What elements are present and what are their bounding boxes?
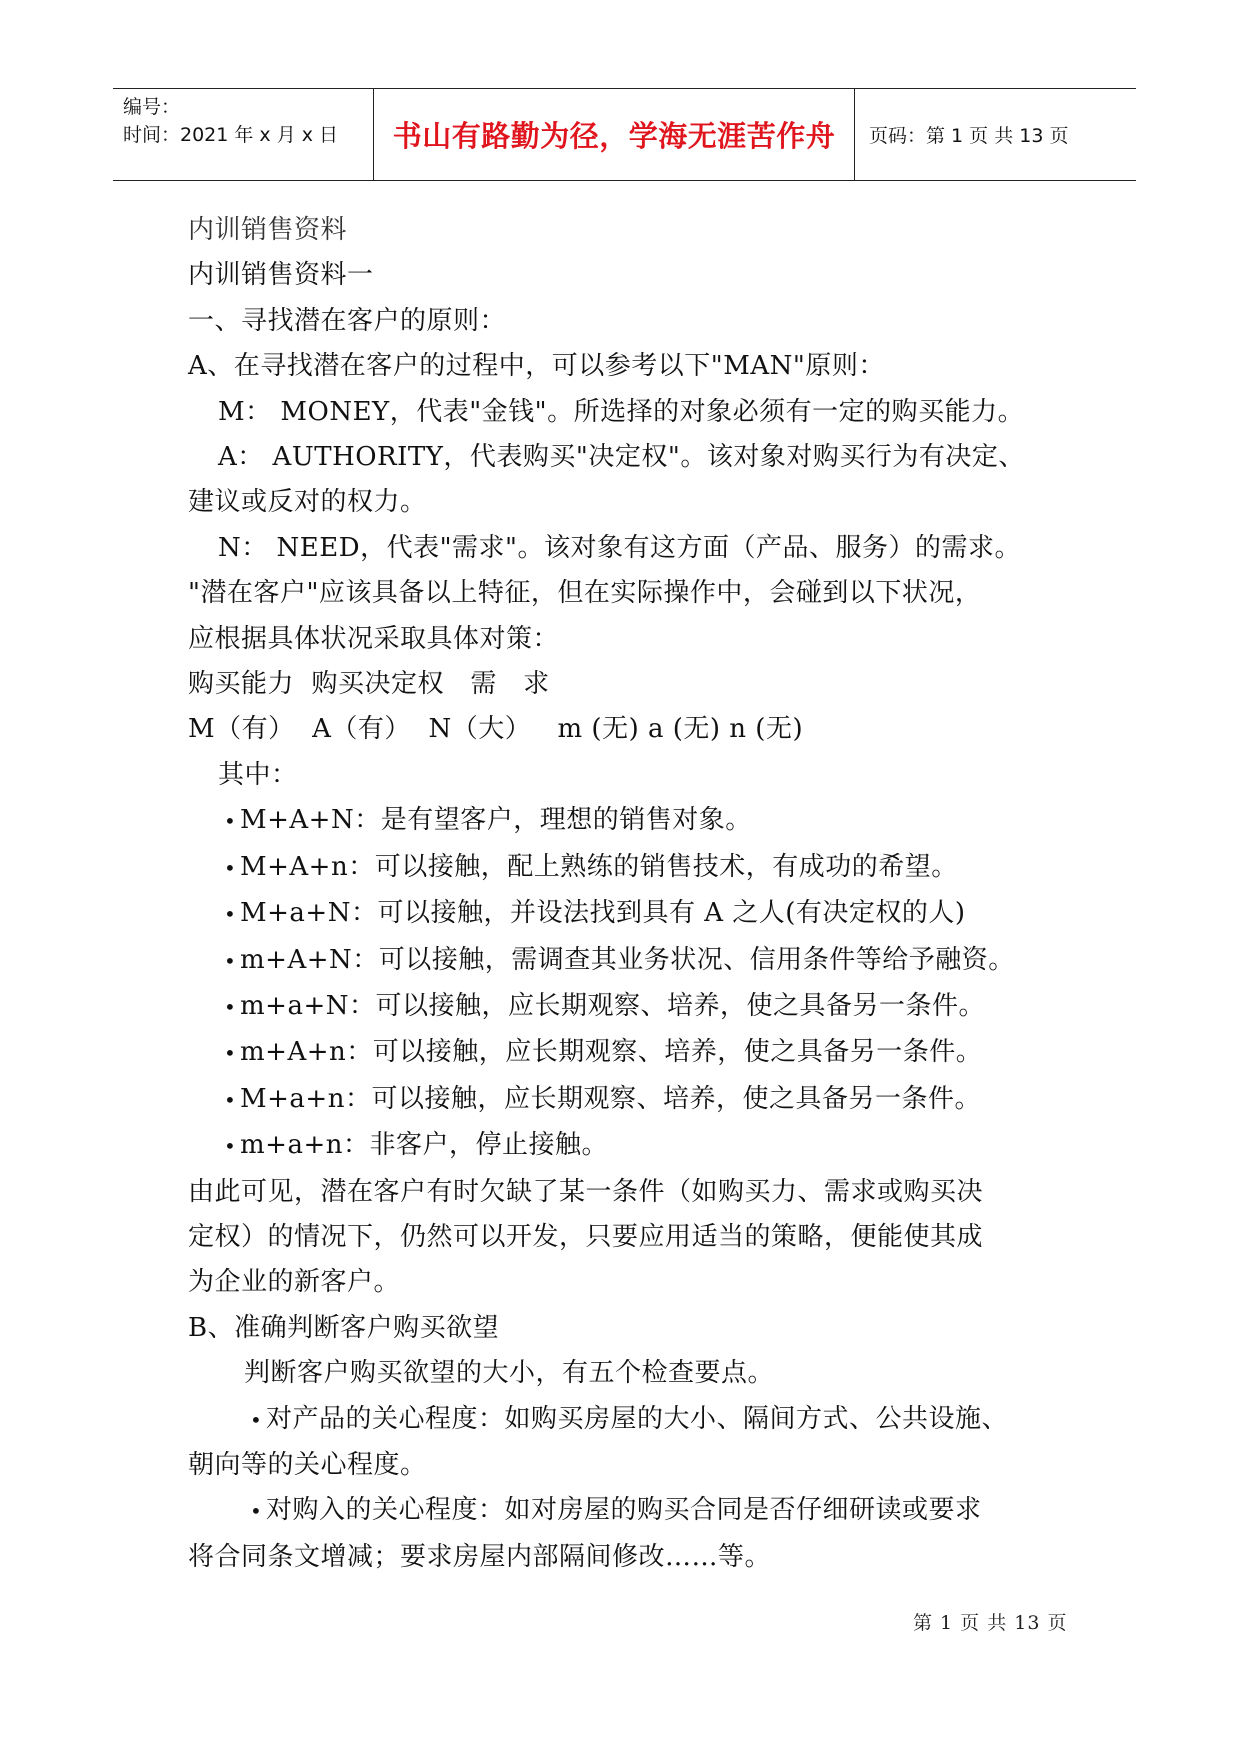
part-b-intro: 判断客户购买欲望的大小，有五个检查要点。 bbox=[244, 1358, 775, 1389]
combo-text: m+a+N：可以接触，应长期观察、培养，使之具备另一条件。 bbox=[240, 990, 985, 1021]
header-meta-cell bbox=[113, 89, 373, 180]
combo-item bbox=[188, 984, 1088, 1030]
combo-item bbox=[188, 1030, 1088, 1076]
conclusion-line2: 定权）的情况下，仍然可以开发，只要应用适当的策略，便能使其成 bbox=[188, 1221, 984, 1252]
check-point-text: 对产品的关心程度：如购买房屋的大小、隔间方式、公共设施、 bbox=[266, 1403, 1009, 1434]
bullet-icon: • bbox=[224, 1087, 237, 1112]
document-number-label: 编号： bbox=[123, 96, 181, 118]
combo-text: M+a+n：可以接触，应长期观察、培养，使之具备另一条件。 bbox=[240, 1083, 981, 1114]
combo-item bbox=[188, 1123, 1088, 1169]
check-point-2-line1 bbox=[188, 1488, 1088, 1534]
bullet-icon: • bbox=[250, 1407, 263, 1432]
bullet-icon: • bbox=[224, 948, 237, 973]
combo-item bbox=[188, 938, 1088, 984]
document-header bbox=[113, 88, 1136, 181]
check-point-text: 对购入的关心程度：如对房屋的购买合同是否仔细研读或要求 bbox=[266, 1495, 982, 1526]
condition-line2: 应根据具体状况采取具体对策： bbox=[188, 623, 560, 654]
header-motto: 书山有路勤为径，学海无涯苦作舟 bbox=[392, 119, 836, 153]
combo-text: M+A+n：可以接触，配上熟练的销售技术，有成功的希望。 bbox=[240, 851, 958, 882]
document-title: 内训销售资料 bbox=[188, 215, 348, 245]
part-b-heading: B、准确判断客户购买欲望 bbox=[188, 1312, 500, 1343]
bullet-icon: • bbox=[250, 1499, 263, 1524]
among-label: 其中： bbox=[218, 759, 298, 790]
combo-text: m+A+N：可以接触，需调查其业务状况、信用条件等给予融资。 bbox=[240, 944, 1015, 975]
combo-item bbox=[188, 1077, 1088, 1123]
authority-rule-line1: A： AUTHORITY，代表购买"决定权"。该对象对购买行为有决定、 bbox=[218, 442, 1025, 473]
criteria-header: 购买能力 购买决定权 需 求 bbox=[188, 669, 550, 700]
authority-rule-line2: 建议或反对的权力。 bbox=[188, 487, 427, 518]
document-body bbox=[188, 208, 1088, 1580]
criteria-values: M（有） A（有） N（大） m (无) a (无) n (无) bbox=[188, 714, 804, 745]
header-page-cell bbox=[855, 89, 1136, 180]
header-motto-cell bbox=[373, 89, 855, 180]
page-footer: 第 1 页 共 13 页 bbox=[913, 1612, 1068, 1634]
header-page-info: 页码：第 1 页 共 13 页 bbox=[869, 125, 1069, 147]
combo-item bbox=[188, 845, 1088, 891]
check-point-2-line2: 将合同条文增减；要求房屋内部隔间修改……等。 bbox=[188, 1541, 772, 1572]
combo-text: m+A+n：可以接触，应长期观察、培养，使之具备另一条件。 bbox=[240, 1037, 983, 1068]
section-heading: 一、寻找潜在客户的原则： bbox=[188, 305, 507, 336]
conclusion-line3: 为企业的新客户。 bbox=[188, 1267, 401, 1298]
combo-item bbox=[188, 798, 1088, 844]
document-time-label: 时间：2021 年 x 月 x 日 bbox=[123, 124, 339, 146]
part-a-heading: A、在寻找潜在客户的过程中，可以参考以下"MAN"原则： bbox=[188, 351, 885, 382]
conclusion-line1: 由此可见，潜在客户有时欠缺了某一条件（如购买力、需求或购买决 bbox=[188, 1176, 984, 1207]
document-subtitle: 内训销售资料一 bbox=[188, 260, 374, 291]
bullet-icon: • bbox=[224, 994, 237, 1019]
bullet-icon: • bbox=[224, 1041, 237, 1066]
money-rule: M： MONEY，代表"金钱"。所选择的对象必须有一定的购买能力。 bbox=[218, 396, 1025, 427]
combo-item bbox=[188, 891, 1088, 937]
bullet-icon: • bbox=[224, 809, 237, 834]
check-point-1-line2: 朝向等的关心程度。 bbox=[188, 1449, 427, 1480]
condition-line1: "潜在客户"应该具备以上特征，但在实际操作中，会碰到以下状况， bbox=[188, 578, 982, 609]
bullet-icon: • bbox=[224, 902, 237, 927]
combo-text: M+a+N：可以接触，并设法找到具有 A 之人(有决定权的人) bbox=[240, 898, 966, 929]
bullet-icon: • bbox=[224, 855, 237, 880]
bullet-icon: • bbox=[224, 1134, 237, 1159]
combo-text: M+A+N：是有望客户，理想的销售对象。 bbox=[240, 805, 752, 836]
check-point-1-line1 bbox=[188, 1397, 1088, 1443]
combo-text: m+a+n：非客户，停止接触。 bbox=[240, 1130, 608, 1161]
need-rule: N： NEED，代表"需求"。该对象有这方面（产品、服务）的需求。 bbox=[218, 532, 1021, 563]
